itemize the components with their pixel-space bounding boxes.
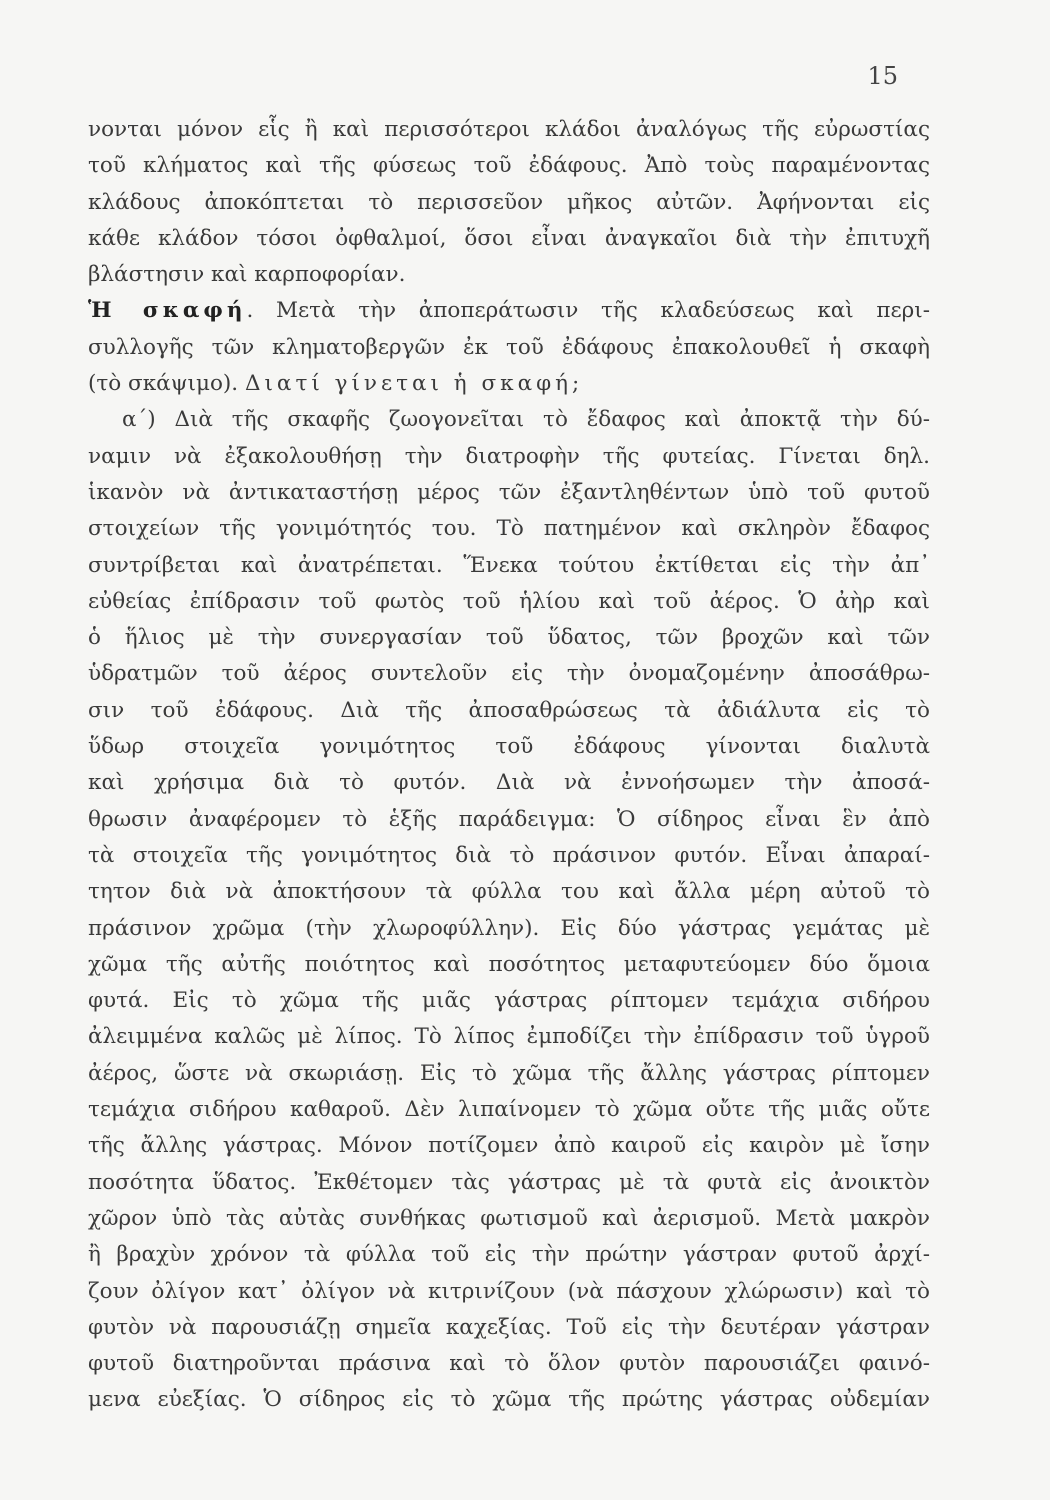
text-run: Διὰ τῆς ἀποσαθρώσεως τὰ ἀδιάλυτα εἰς τὸ bbox=[340, 697, 930, 723]
text-run: ἱκανὸν νὰ ἀντικαταστήσῃ μέρος τῶν ἐξαντληθέντων ὑπὸ τοῦ φυτοῦ bbox=[88, 479, 930, 505]
text-run: τητον διὰ νὰ ἀποκτήσουν τὰ φύλλα του καὶ ἄλλα μέρη αὐτοῦ τὸ bbox=[88, 879, 930, 905]
text-run: Διατί γίνεται ἡ σκαφή; bbox=[244, 371, 584, 397]
text-line bbox=[88, 548, 930, 584]
text-run: κλάδους ἀποκόπτεται τὸ περισσεῦον μῆκος αὐτῶν. Ἀφήνονται εἰς bbox=[88, 189, 930, 215]
text-run: σκαφὴ bbox=[859, 334, 930, 360]
text-line bbox=[88, 874, 930, 910]
text-run: συντρίβεται καὶ ἀνατρέπεται. Ἕνεκα τούτου ἐκτίθεται εἰς τὴν ἀπ᾿ bbox=[88, 552, 930, 578]
text-line bbox=[88, 330, 930, 366]
text-line bbox=[88, 1019, 930, 1055]
text-line bbox=[88, 620, 930, 656]
text-run: καὶ χρήσιμα διὰ τὸ φυτόν. bbox=[88, 770, 467, 796]
text-run: θρωσιν ἀναφέρομεν τὸ ἑξῆς παράδειγμα: Ὁ σίδηρος εἶναι ἓν ἀπὸ bbox=[88, 806, 930, 832]
text-run: νονται μόνον εἷς ἢ καὶ περισσότεροι κλάδοι ἀναλόγως τῆς εὐρωστίας bbox=[88, 117, 930, 142]
text-run: τεμάχια σιδήρου καθαροῦ. Δὲν λιπαίνομεν τὸ χῶμα οὔτε τῆς μιᾶς οὔτε bbox=[88, 1097, 930, 1123]
text-line bbox=[88, 185, 930, 221]
text-line bbox=[88, 221, 930, 257]
text-line bbox=[88, 112, 930, 148]
text-line bbox=[88, 1274, 930, 1310]
text-line bbox=[88, 584, 930, 620]
text-line bbox=[88, 656, 930, 692]
text-run: ὁ ἥλιος μὲ τὴν συνεργασίαν τοῦ ὕδατος, τῶν βροχῶν καὶ τῶν bbox=[88, 625, 930, 651]
text-line bbox=[88, 1382, 930, 1418]
text-run: Διὰ νὰ ἐννοήσωμεν τὴν ἀποσά- bbox=[466, 770, 930, 796]
text-line bbox=[88, 1056, 930, 1092]
text-run: ὕδωρ στοιχεῖα γονιμότητος τοῦ ἐδάφους γίνονται διαλυτὰ bbox=[88, 734, 930, 760]
text-line bbox=[88, 911, 930, 947]
text-line bbox=[88, 838, 930, 874]
text-run: τῆς ἄλλης γάστρας. Μόνον ποτίζομεν ἀπὸ καιροῦ εἰς καιρὸν μὲ ἴσην bbox=[88, 1133, 930, 1159]
text-run: ζουν ὀλίγον κατ᾿ ὀλίγον νὰ κιτρινίζουν (νὰ πάσχουν χλώρωσιν) καὶ τὸ bbox=[88, 1278, 930, 1304]
text-run: . Μετὰ τὴν ἀποπεράτωσιν τῆς κλαδεύσεως καὶ περι- bbox=[246, 298, 930, 324]
text-line bbox=[88, 1165, 930, 1201]
text-line bbox=[88, 475, 930, 511]
text-run: ἀέρος, ὥστε νὰ σκωριάσῃ. Εἰς τὸ χῶμα τῆς ἄλλης γάστρας ρίπτομεν bbox=[88, 1060, 930, 1086]
text-run: ναμιν νὰ ἐξακολουθήσῃ τὴν διατροφὴν τῆς φυτείας. Γίνεται δηλ. bbox=[88, 443, 930, 469]
text-line bbox=[88, 1128, 930, 1164]
text-line bbox=[88, 765, 930, 801]
page-number: 15 bbox=[867, 62, 898, 90]
text-run: μενα εὐεξίας. Ὁ σίδηρος εἰς τὸ χῶμα τῆς πρώτης γάστρας οὐδεμίαν bbox=[88, 1387, 930, 1413]
text-line bbox=[88, 1092, 930, 1128]
text-run: στοιχείων τῆς γονιμότητός του. Τὸ πατημένον καὶ σκληρὸν ἔδαφος bbox=[88, 516, 930, 542]
text-line bbox=[88, 439, 930, 475]
text-line bbox=[88, 1201, 930, 1237]
text-run: τοῦ κλήματος καὶ τῆς φύσεως τοῦ ἐδάφους. Ἀπὸ τοὺς παραμένοντας bbox=[88, 153, 930, 179]
text-run: α΄) Διὰ τῆς σκαφῆς ζωογονεῖται τὸ ἔδαφος καὶ ἀποκτᾷ τὴν δύ- bbox=[122, 407, 930, 433]
text-run: Ἡ σκαφή bbox=[88, 298, 247, 324]
text-run: ποσότητα ὕδατος. Ἐκθέτομεν τὰς γάστρας μὲ τὰ φυτὰ εἰς ἀνοικτὸν bbox=[88, 1169, 930, 1195]
text-line bbox=[88, 293, 930, 329]
text-run: τὰ στοιχεῖα τῆς γονιμότητος διὰ τὸ πράσινον φυτόν. Εἶναι ἀπαραί- bbox=[88, 842, 930, 868]
text-line bbox=[88, 366, 930, 402]
text-line bbox=[88, 693, 930, 729]
text-run: ἀποσάθρω- bbox=[808, 661, 930, 687]
text-line bbox=[88, 1346, 930, 1382]
text-line bbox=[88, 983, 930, 1019]
text-run: φυτά. Εἰς τὸ χῶμα τῆς μιᾶς γάστρας ρίπτομεν τεμάχια σιδήρου bbox=[88, 988, 930, 1014]
text-run: ἀλειμμένα καλῶς μὲ λίπος. Τὸ λίπος ἐμποδίζει τὴν ἐπίδρασιν τοῦ ὑγροῦ bbox=[88, 1024, 930, 1050]
text-run: χῶρον ὑπὸ τὰς αὐτὰς συνθήκας φωτισμοῦ καὶ ἀερισμοῦ. Μετὰ μακρὸν bbox=[88, 1205, 930, 1231]
text-run: φυτοῦ διατηροῦνται πράσινα καὶ τὸ ὅλον φυτὸν παρουσιάζει φαινό- bbox=[88, 1351, 930, 1377]
text-run: τοῦ ἐδάφους. bbox=[124, 697, 341, 723]
text-run: σιν bbox=[88, 697, 125, 723]
text-run: εὐθείας ἐπίδρασιν τοῦ φωτὸς τοῦ ἡλίου καὶ τοῦ ἀέρος. Ὁ ἀὴρ καὶ bbox=[88, 588, 930, 614]
text-run: βλάστησιν καὶ καρποφορίαν. bbox=[88, 262, 406, 288]
body-text bbox=[88, 112, 930, 1419]
text-line bbox=[88, 1310, 930, 1346]
text-line bbox=[88, 947, 930, 983]
text-line bbox=[88, 1237, 930, 1273]
text-line bbox=[88, 802, 930, 838]
text-line bbox=[88, 257, 930, 293]
text-line bbox=[88, 148, 930, 184]
text-line bbox=[88, 511, 930, 547]
text-run: χῶμα τῆς αὐτῆς ποιότητος καὶ ποσότητος μεταφυτεύομεν δύο ὅμοια bbox=[88, 951, 930, 977]
text-line bbox=[88, 729, 930, 765]
text-line bbox=[88, 402, 930, 438]
text-run: συλλογῆς τῶν κληματοβεργῶν ἐκ τοῦ ἐδάφους ἐπακολουθεῖ ἡ bbox=[88, 334, 860, 360]
text-run: πράσινον χρῶμα (τὴν χλωροφύλλην). Εἰς δύο γάστρας γεμάτας μὲ bbox=[88, 915, 930, 941]
text-run: (τὸ σκάψιμο). bbox=[88, 371, 245, 397]
text-run: φυτὸν νὰ παρουσιάζῃ σημεῖα καχεξίας. Τοῦ εἰς τὴν δευτέραν γάστραν bbox=[88, 1314, 930, 1340]
text-run: ἢ βραχὺν χρόνον τὰ φύλλα τοῦ εἰς τὴν πρώτην γάστραν φυτοῦ ἀρχί- bbox=[88, 1242, 930, 1268]
text-run: κάθε κλάδον τόσοι ὀφθαλμοί, ὅσοι εἶναι ἀναγκαῖοι διὰ τὴν ἐπιτυχῆ bbox=[88, 225, 930, 251]
text-run: ὑδρατμῶν τοῦ ἀέρος συντελοῦν εἰς τὴν ὀνομαζομένην bbox=[88, 661, 809, 687]
